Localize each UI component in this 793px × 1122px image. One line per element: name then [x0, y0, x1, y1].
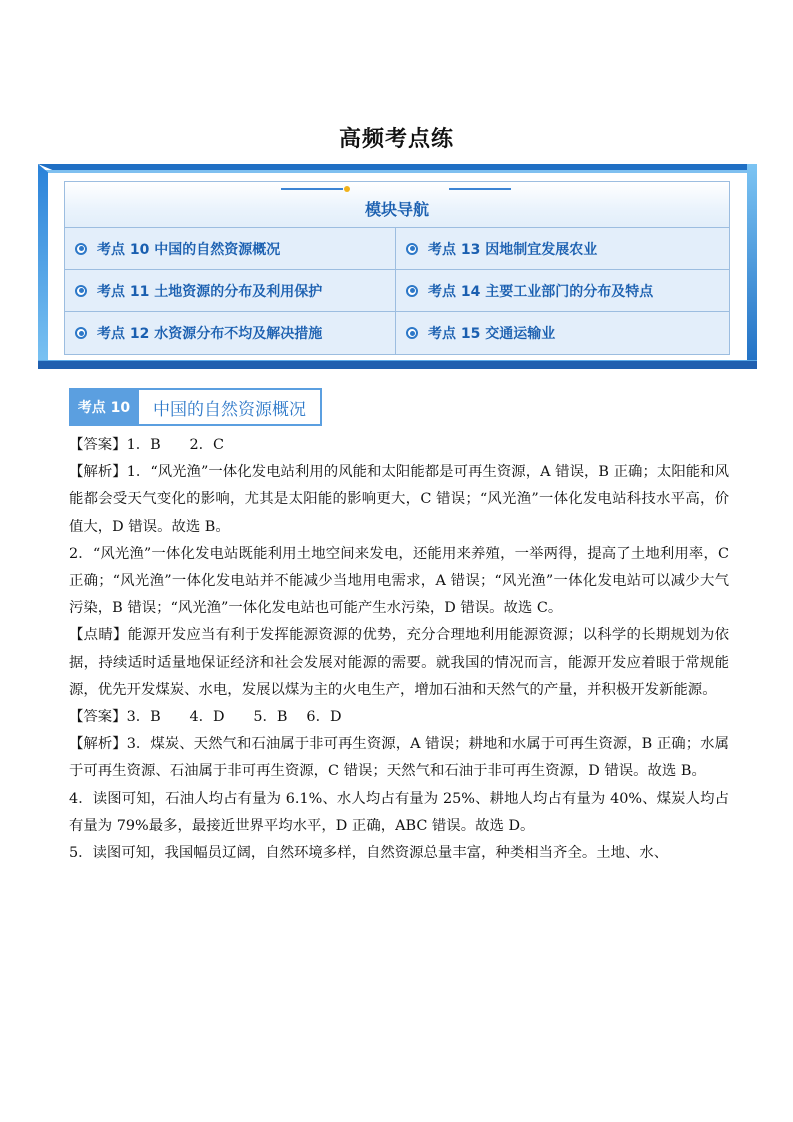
bullet-icon [406, 285, 418, 297]
nav-frame-right [747, 164, 757, 369]
page-title: 高频考点练 [338, 126, 454, 152]
nav-item-label: 考点 12 水资源分布不均及解决措施 [97, 326, 323, 342]
nav-item-label: 考点 10 中国的自然资源概况 [97, 241, 281, 258]
module-navigation [38, 164, 757, 369]
bullet-icon [75, 285, 87, 297]
nav-item-kaodian-11[interactable] [65, 270, 396, 312]
nav-item-kaodian-14[interactable] [396, 270, 729, 312]
nav-item-kaodian-15[interactable] [396, 312, 729, 354]
section-title: 中国的自然资源概况 [139, 388, 322, 426]
analysis-paragraph: 5．读图可知，我国幅员辽阔，自然环境多样，自然资源总量丰富，种类相当齐全。土地、水、 [69, 845, 669, 862]
nav-header-dot-icon [344, 186, 350, 192]
nav-grid [65, 228, 729, 354]
nav-item-label: 考点 13 因地制宜发展农业 [428, 241, 598, 258]
nav-frame-bottom [38, 361, 757, 369]
answer-line: 【答案】1．B 2．C [69, 437, 225, 453]
nav-frame-top-accent [38, 170, 757, 173]
section-tag: 考点 10 [69, 388, 139, 426]
nav-title: 模块导航 [364, 200, 429, 219]
section-badge [69, 388, 322, 426]
nav-box [64, 181, 730, 355]
analysis-paragraph: 2．“风光渔”一体化发电站既能利用土地空间来发电，还能用来养殖，一举两得，提高了土地利用率，C 正确；“风光渔”一体化发电站并不能减少当地用电需求，A 错误；“风光渔”一体化发电站可以减少大气污染，B 错误；“风光渔”一体化发电站也可能产生水污染，D 错误。故选 C。 [69, 545, 729, 617]
bullet-icon [75, 243, 87, 255]
tip-paragraph: 【点睛】能源开发应当有利于发挥能源资源的优势，充分合理地利用能源资源；以科学的长期规划为依据，持续适时适量地保证经济和社会发展对能源的需要。就我国的情况而言，能源开发应着眼于常规能源，优先开发煤炭、水电，发展以煤为主的火电生产，增加石油和天然气的产量，并积极开发新能源。 [69, 627, 729, 698]
nav-item-kaodian-13[interactable] [396, 228, 729, 270]
analysis-paragraph: 【解析】1．“风光渔”一体化发电站利用的风能和太阳能都是可再生资源，A 错误，B 正确；太阳能和风能都会受天气变化的影响，尤其是太阳能的影响更大，C 错误；“风光渔”一体化发电站科技水平高，价值大，D 错误。故选 B。 [69, 464, 729, 535]
nav-item-kaodian-12[interactable] [65, 312, 396, 354]
bullet-icon [75, 327, 87, 339]
nav-header-line-right [449, 188, 511, 190]
nav-item-label: 考点 11 土地资源的分布及利用保护 [97, 283, 323, 300]
answer-content [69, 432, 729, 867]
nav-frame-left [38, 164, 48, 369]
analysis-paragraph: 4．读图可知，石油人均占有量为 6.1%、水人均占有量为 25%、耕地人均占有量为 40%、煤炭人均占有量为 79%最多，最接近世界平均水平，D 正确，ABC 错误。故选 D。 [69, 790, 729, 834]
bullet-icon [406, 327, 418, 339]
nav-item-label: 考点 15 交通运输业 [428, 326, 556, 342]
bullet-icon [406, 243, 418, 255]
analysis-paragraph: 【解析】3．煤炭、天然气和石油属于非可再生资源，A 错误；耕地和水属于可再生资源，B 正确；水属于可再生资源、石油属于非可再生资源，C 错误；天然气和石油于非可再生资源，D 错误。故选 B。 [69, 736, 729, 780]
nav-header-line-left [281, 188, 343, 190]
answer-line: 【答案】3．B 4．D 5．B 6．D [69, 709, 342, 726]
nav-item-label: 考点 14 主要工业部门的分布及特点 [428, 283, 654, 300]
nav-header [65, 182, 729, 228]
nav-item-kaodian-10[interactable] [65, 228, 396, 270]
